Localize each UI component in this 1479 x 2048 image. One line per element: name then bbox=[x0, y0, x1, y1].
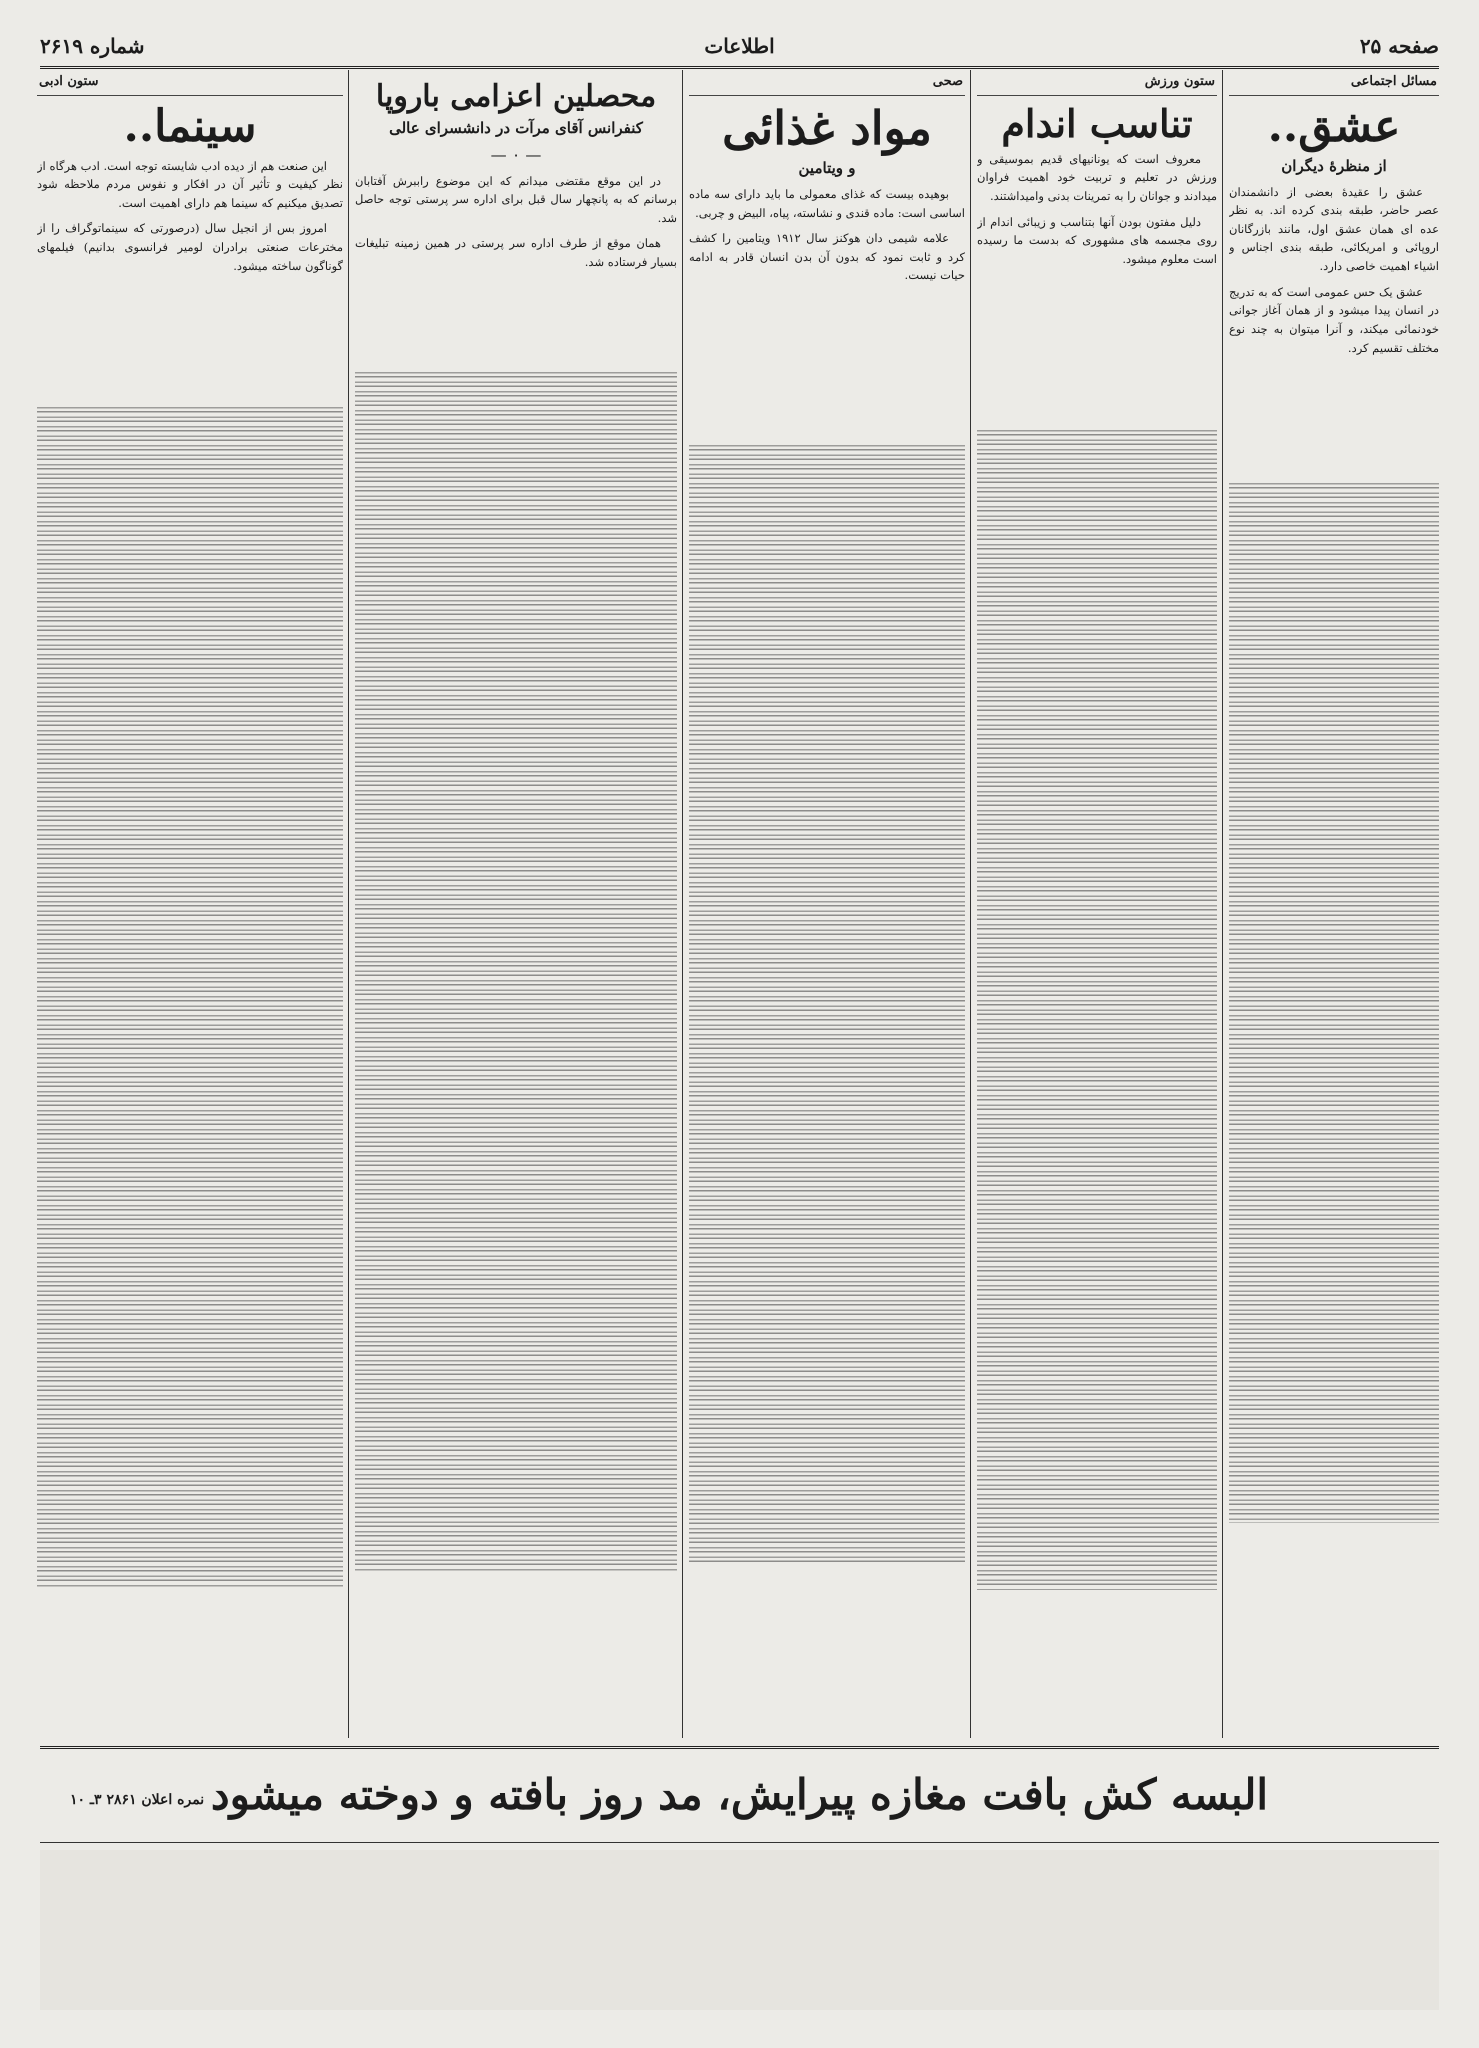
advertisement-banner: البسه کش بافت مغازه پیرایش، مد روز بافته و دوخته میشود bbox=[210, 1770, 1269, 1819]
issue-number: شماره ۲۶۱۹ bbox=[40, 34, 145, 58]
paragraph: علامه شیمی دان هوکنز سال ۱۹۱۲ ویتامین را کشف کرد و ثابت نمود که بدون آن بدن انسان قادر به ادامه حیات نیست. bbox=[689, 231, 965, 283]
page-number: صفحه ۲۵ bbox=[1359, 34, 1439, 58]
article-headline: محصلین اعزامی باروپا bbox=[375, 79, 657, 114]
article-fitness bbox=[977, 70, 1217, 1738]
article-headline: تناسب اندام bbox=[1001, 101, 1193, 146]
paragraph: عشق یک حس عمومی است که به تدریج در انسان پیدا میشود و از همان آغاز جوانی خودنمائی میکند، و آنرا میتوان به چند نوع مختلف تقسیم کرد. bbox=[1229, 284, 1439, 355]
paragraph: در این موقع مقتضی میدانم که این موضوع راببرش آفتابان برسانم که به پانچهار سال قبل برای اداره سر پرستی توجه حاصل شد. bbox=[355, 173, 677, 225]
section-divider: — ۰ — bbox=[490, 144, 542, 164]
bottom-rule bbox=[40, 1842, 1439, 1843]
article-body bbox=[689, 185, 965, 285]
section-kicker: ستون ادبی bbox=[37, 70, 343, 96]
column-rule bbox=[970, 70, 971, 1738]
paragraph: عشق را عقیدهٔ بعضی از دانشمندان عصر حاضر، طبقه بندی کرده اند. به نظر عده ای همان عشق اول، مانند بازرگانان اروپائی و امریکائی، طبقه بندی اجناس و اشیاء اهمیت خاصی دارد. bbox=[1229, 184, 1439, 274]
paragraph: همان موقع از طرف اداره سر پرستی در همین زمینه تبلیغات بسیار فرستاده شد. bbox=[355, 236, 677, 269]
body-text-texture bbox=[1229, 483, 1439, 1523]
paragraph: بوهیده بیست که غذای معمولی ما باید دارای سه ماده اساسی است: ماده قندی و نشاسته، پیاه، البیض و چربی. bbox=[689, 186, 965, 220]
body-text-texture bbox=[37, 407, 343, 1587]
article-headline: مواد غذائی bbox=[722, 101, 932, 155]
article-love bbox=[1229, 70, 1439, 1738]
section-kicker: مسائل اجتماعی bbox=[1229, 70, 1439, 96]
article-students-abroad bbox=[355, 70, 677, 1738]
column-rule bbox=[682, 70, 683, 1738]
article-body bbox=[37, 157, 343, 276]
article-body bbox=[355, 172, 677, 272]
column-rule bbox=[348, 70, 349, 1738]
footer-rule bbox=[40, 1746, 1439, 1749]
advertisement-number: نمره اعلان ۲۸۶۱ ۳ـ ۱۰ bbox=[70, 1792, 205, 1808]
article-nutrition bbox=[689, 70, 965, 1738]
article-subtitle: کنفرانس آقای مرآت در دانشسرای عالی bbox=[389, 118, 643, 137]
article-subtitle: از منظرهٔ دیگران bbox=[1281, 156, 1387, 175]
section-kicker: صحی bbox=[689, 70, 965, 96]
body-text-texture bbox=[355, 372, 677, 1572]
paragraph: معروف است که یونانیهای قدیم بموسیقی و ورزش در تعلیم و تربیت خود اهمیت فراوان میدادند و جوانان را به تمرینات بدنی وامیداشتند. bbox=[977, 151, 1217, 203]
body-text-texture bbox=[977, 430, 1217, 1590]
article-body bbox=[977, 150, 1217, 269]
paragraph: امروز بس از انجیل سال (درصورتی که سینماتوگراف را از مخترعات صنعتی برادران لومیر فرانسوی بدانیم) فیلمهای گوناگون ساخته میشود. bbox=[37, 221, 343, 273]
article-headline: عشق.. bbox=[1267, 101, 1401, 152]
page-margin bbox=[40, 1850, 1439, 2010]
column-rule bbox=[1222, 70, 1223, 1738]
article-subtitle: و ویتامین bbox=[798, 158, 856, 177]
newspaper-name: اطلاعات bbox=[704, 34, 775, 58]
body-text-texture bbox=[689, 445, 965, 1565]
paragraph: این صنعت هم از دیده ادب شایسته توجه است. ادب هرگاه از نظر کیفیت و تأثیر آن در افکار و نفوس مردم ملاحظه شود تصدیق میکنیم که سینما هم دارای اهمیت است. bbox=[37, 158, 343, 210]
paragraph: دلیل مفتون بودن آنها بتناسب و زیبائی اندام از روی مجسمه های مشهوری که بدست ما رسیده است معلوم میشود. bbox=[977, 214, 1217, 266]
running-header bbox=[40, 30, 1439, 69]
article-body bbox=[1229, 183, 1439, 358]
article-cinema bbox=[37, 70, 343, 1738]
article-headline: سینما.. bbox=[123, 101, 257, 152]
section-kicker: ستون ورزش bbox=[977, 70, 1217, 96]
